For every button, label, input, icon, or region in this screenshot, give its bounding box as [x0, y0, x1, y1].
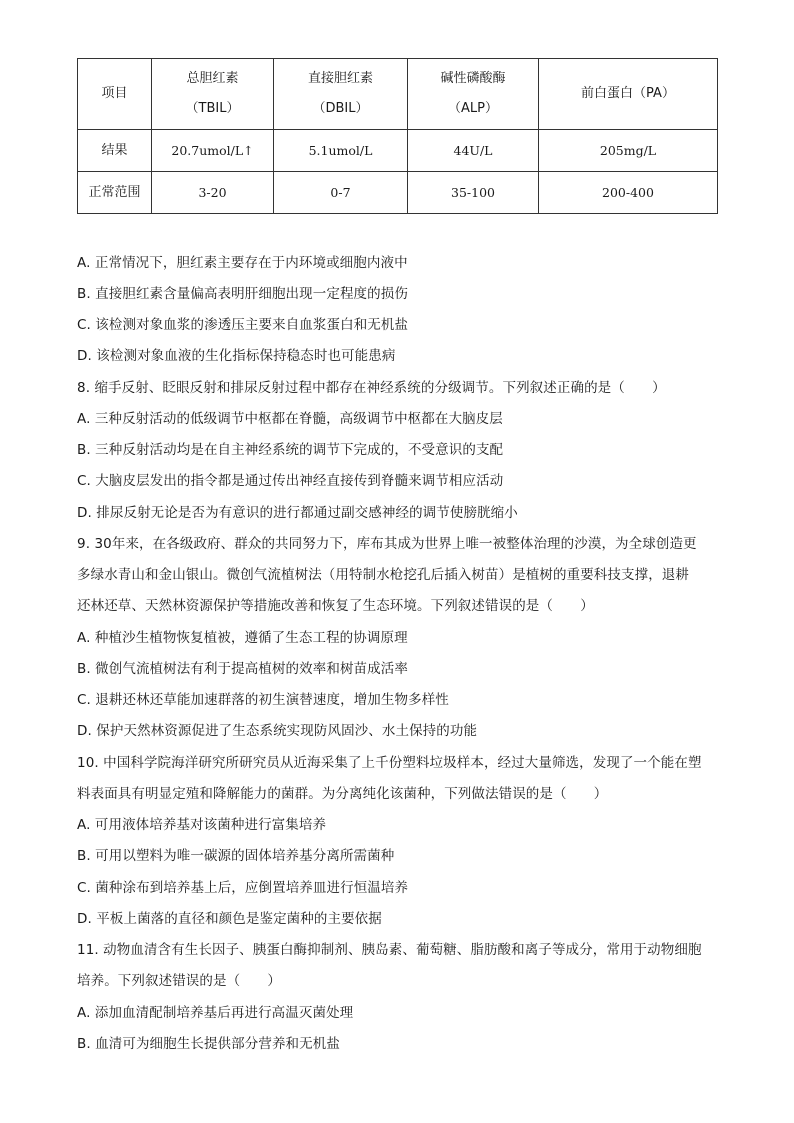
header-cell: [539, 59, 718, 130]
range-row: [78, 172, 718, 214]
header-abbr: （ALP）: [448, 101, 498, 116]
option-text: B. 三种反射活动均是在自主神经系统的调节下完成的，不受意识的支配: [77, 442, 504, 458]
option-text: C. 该检测对象血浆的渗透压主要来自血浆蛋白和无机盐: [77, 317, 409, 333]
option-text: D. 该检测对象血液的生化指标保持稳态时也可能患病: [77, 348, 396, 364]
header-abbr: （DBIL）: [312, 101, 369, 116]
header-cell: [274, 59, 408, 130]
table-cell: 35-100: [408, 172, 539, 214]
option-text: B. 可用以塑料为唯一碳源的固体培养基分离所需菌种: [77, 848, 395, 864]
option-text: B. 血清可为细胞生长提供部分营养和无机盐: [77, 1036, 340, 1052]
option-text: D. 保护天然林资源促进了生态系统实现防风固沙、水土保持的功能: [77, 723, 478, 739]
header-cell: [152, 59, 274, 130]
lab-results-table: [77, 58, 718, 214]
option-text: C. 菌种涂布到培养基上后，应倒置培养皿进行恒温培养: [77, 880, 409, 896]
question-text: 料表面具有明显定殖和降解能力的菌群。为分离纯化该菌种，下列做法错误的是（ ）: [77, 786, 608, 802]
question-text: 9. 30年来，在各级政府、群众的共同努力下，库布其成为世界上唯一被整体治理的沙漠，为全球创造更: [77, 536, 697, 552]
option-text: D. 平板上菌落的直径和颜色是鉴定菌种的主要依据: [77, 911, 382, 927]
question-text: 11. 动物血清含有生长因子、胰蛋白酶抑制剂、胰岛素、葡萄糖、脂肪酸和离子等成分，常用于动物细胞: [77, 942, 702, 958]
option-text: A. 三种反射活动的低级调节中枢都在脊髓，高级调节中枢都在大脑皮层: [77, 411, 503, 427]
question-text: 还林还草、天然林资源保护等措施改善和恢复了生态环境。下列叙述错误的是（ ）: [77, 598, 594, 614]
option-text: C. 退耕还林还草能加速群落的初生演替速度，增加生物多样性: [77, 692, 449, 708]
option-text: A. 可用液体培养基对该菌种进行富集培养: [77, 817, 327, 833]
table-cell: 200-400: [539, 172, 718, 214]
row-label: 正常范围: [78, 172, 152, 214]
question-text: 培养。下列叙述错误的是（ ）: [77, 973, 281, 989]
table-header-row: [78, 59, 718, 130]
row-label: 结果: [78, 130, 152, 172]
table-cell: 20.7umol/L↑: [152, 130, 274, 172]
question-text: 多绿水青山和金山银山。微创气流植树法（用特制水枪挖孔后插入树苗）是植树的重要科技支撑，退耕: [77, 567, 689, 583]
option-text: A. 种植沙生植物恢复植被，遵循了生态工程的协调原理: [77, 630, 408, 646]
option-text: A. 正常情况下，胆红素主要存在于内环境或细胞内液中: [77, 255, 408, 271]
header-label: 前白蛋白（PA）: [581, 86, 675, 101]
table-cell: 5.1umol/L: [274, 130, 408, 172]
option-text: B. 微创气流植树法有利于提高植树的效率和树苗成活率: [77, 661, 408, 677]
header-label: 碱性磷酸酶: [440, 71, 506, 86]
header-cell: [408, 59, 539, 130]
option-text: B. 直接胆红素含量偏高表明肝细胞出现一定程度的损伤: [77, 286, 408, 302]
option-text: D. 排尿反射无论是否为有意识的进行都通过副交感神经的调节使膀胱缩小: [77, 505, 518, 521]
table-cell: 3-20: [152, 172, 274, 214]
result-row: [78, 130, 718, 172]
header-label: 项目: [101, 86, 128, 101]
header-cell: [78, 59, 152, 130]
table-cell: 0-7: [274, 172, 408, 214]
option-text: A. 添加血清配制培养基后再进行高温灭菌处理: [77, 1005, 354, 1021]
question-text: 8. 缩手反射、眨眼反射和排尿反射过程中都存在神经系统的分级调节。下列叙述正确的是（ ）: [77, 380, 666, 396]
table-cell: 44U/L: [408, 130, 539, 172]
header-label: 总胆红素: [186, 71, 239, 86]
table-cell: 205mg/L: [539, 130, 718, 172]
header-label: 直接胆红素: [307, 71, 373, 86]
header-abbr: （TBIL）: [185, 101, 240, 116]
option-text: C. 大脑皮层发出的指令都是通过传出神经直接传到脊髓来调节相应活动: [77, 473, 504, 489]
question-text: 10. 中国科学院海洋研究所研究员从近海采集了上千份塑料垃圾样本，经过大量筛选，发现了一个能在塑: [77, 755, 702, 771]
